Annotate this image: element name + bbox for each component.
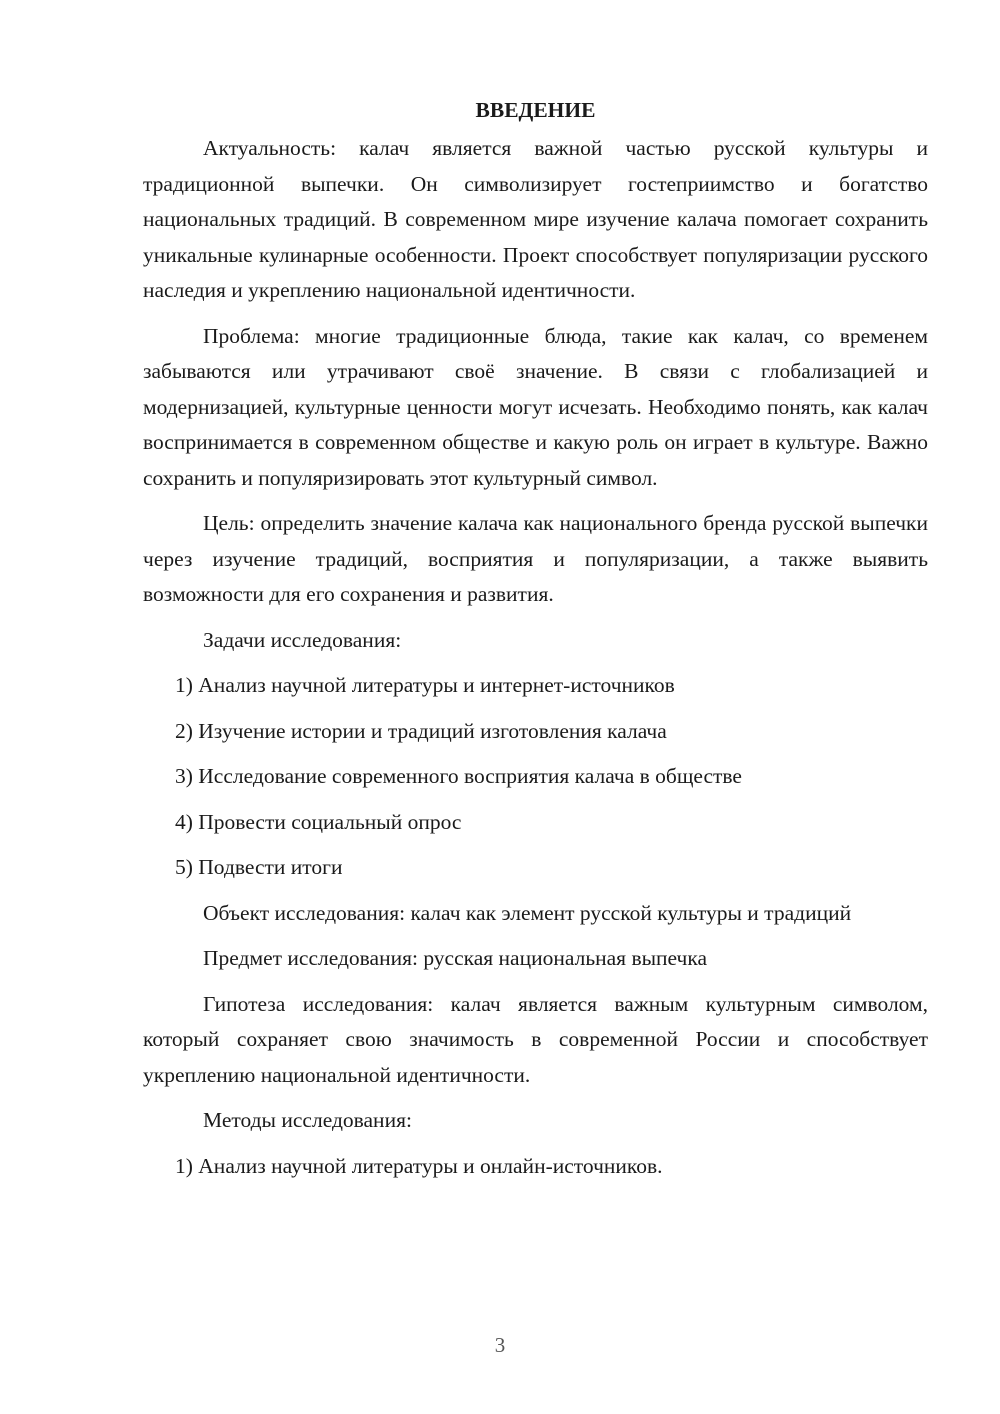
- list-item: 5) Подвести итоги: [175, 855, 343, 879]
- hypothesis-paragraph: Гипотеза исследования: калач является важным культурным символом, который сохраняет свою значимость в современной России и способствует укреплению национальной идентичности.: [143, 991, 928, 1087]
- object-paragraph: Объект исследования: калач как элемент русской культуры и традиций: [203, 900, 852, 925]
- section-title: ВВЕДЕНИЕ: [475, 98, 596, 122]
- list-item: 4) Провести социальный опрос: [175, 809, 462, 834]
- list-item: 1) Анализ научной литературы и онлайн-источников.: [175, 1153, 663, 1178]
- tasks-heading: Задачи исследования:: [203, 627, 402, 652]
- list-item: 1) Анализ научной литературы и интернет-источников: [175, 673, 675, 697]
- tasks-list: [143, 668, 928, 886]
- methods-heading: Методы исследования:: [203, 1108, 412, 1132]
- page-number: 3: [494, 1333, 506, 1357]
- list-item: 3) Исследование современного восприятия калача в обществе: [175, 764, 742, 788]
- document-page: [143, 96, 928, 1194]
- list-item: 2) Изучение истории и традиций изготовления калача: [175, 718, 667, 743]
- relevance-paragraph: Актуальность: калач является важной частью русской культуры и традиционной выпечки. Он символизирует гостеприимство и богатство национальных традиций. В современном мире изучение калача помогает сохранить уникальные кулинарные особенности. Проект способствует популяризации русского наследия и укреплению национальной идентичности.: [143, 136, 928, 302]
- subject-paragraph: Предмет исследования: русская национальная выпечка: [203, 946, 708, 970]
- goal-paragraph: Цель: определить значение калача как национального бренда русской выпечки через изучение традиций, восприятия и популяризации, а также выявить возможности для его сохранения и развития.: [143, 511, 928, 606]
- problem-paragraph: Проблема: многие традиционные блюда, такие как калач, со временем забываются или утрачивают своё значение. В связи с глобализацией и модернизацией, культурные ценности могут исчезать. Необходимо понять, как калач воспринимается в современном обществе и какую роль он играет в культуре. Важно сохранить и популяризировать этот культурный символ.: [143, 323, 928, 490]
- methods-list: [143, 1149, 928, 1185]
